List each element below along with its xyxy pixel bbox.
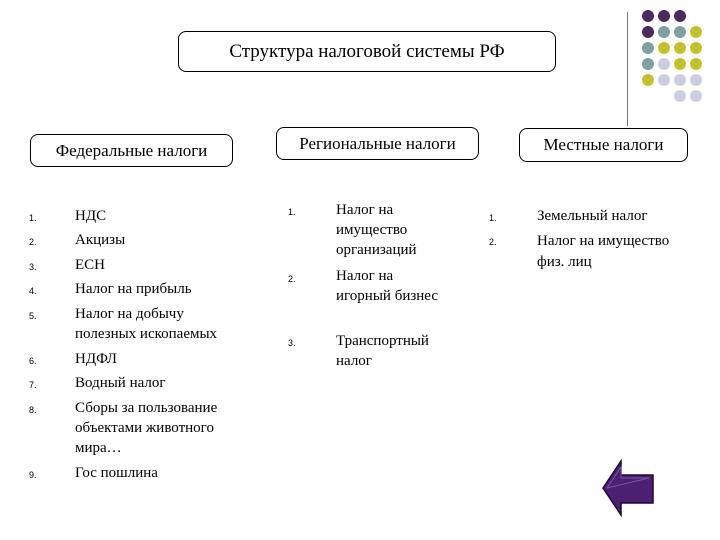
list-item: Налог на добычу полезных ископаемых bbox=[75, 306, 218, 342]
list-number: 1. bbox=[489, 213, 497, 223]
list-number: 7. bbox=[29, 380, 37, 390]
page-title: Структура налоговой системы РФ bbox=[178, 31, 556, 72]
decor-dot bbox=[674, 10, 686, 22]
list-number: 2. bbox=[29, 237, 37, 247]
local-taxes-header: Местные налоги bbox=[519, 128, 688, 162]
decor-dot bbox=[690, 58, 702, 70]
list-number: 2. bbox=[489, 237, 497, 247]
back-arrow-icon bbox=[601, 459, 655, 517]
decor-dot bbox=[658, 58, 670, 70]
decor-dot bbox=[674, 42, 686, 54]
list-item: НДФЛ bbox=[75, 351, 117, 367]
federal-taxes-header: Федеральные налоги bbox=[30, 134, 233, 167]
list-item: Налог на игорный бизнес bbox=[336, 268, 438, 304]
list-number: 3. bbox=[288, 338, 296, 348]
decor-dot bbox=[674, 26, 686, 38]
list-item: Налог на имущество физ. лиц bbox=[537, 233, 670, 270]
decor-dot bbox=[690, 74, 702, 86]
list-item: Гос пошлина bbox=[75, 465, 158, 481]
decor-dot bbox=[658, 42, 670, 54]
decor-dot bbox=[642, 42, 654, 54]
decor-dot bbox=[642, 74, 654, 86]
list-number: 3. bbox=[29, 262, 37, 272]
regional-taxes-header: Региональные налоги bbox=[276, 127, 479, 160]
list-item: Водный налог bbox=[75, 375, 166, 391]
list-item: Земельный налог bbox=[537, 208, 648, 224]
decor-dot bbox=[674, 90, 686, 102]
list-item: Налог на прибыль bbox=[75, 281, 192, 297]
list-number: 9. bbox=[29, 470, 37, 480]
list-item: Транспортный налог bbox=[336, 333, 429, 369]
decor-dot bbox=[690, 26, 702, 38]
decor-dot bbox=[690, 90, 702, 102]
decor-dot bbox=[690, 42, 702, 54]
decor-dot bbox=[658, 74, 670, 86]
list-number: 1. bbox=[29, 213, 37, 223]
list-number: 2. bbox=[288, 274, 296, 284]
list-item: Акцизы bbox=[75, 232, 126, 248]
decor-dot bbox=[642, 10, 654, 22]
decor-dot bbox=[674, 74, 686, 86]
back-arrow-button[interactable] bbox=[601, 459, 655, 517]
decor-dot bbox=[658, 10, 670, 22]
list-item: Налог на имущество организаций bbox=[336, 202, 417, 258]
decor-dot bbox=[642, 26, 654, 38]
decorative-vertical-line bbox=[627, 12, 628, 126]
list-number: 6. bbox=[29, 356, 37, 366]
list-number: 4. bbox=[29, 286, 37, 296]
list-item: НДС bbox=[75, 208, 107, 224]
list-number: 5. bbox=[29, 311, 37, 321]
list-number: 1. bbox=[288, 207, 296, 217]
decor-dot bbox=[642, 58, 654, 70]
decor-dot bbox=[658, 26, 670, 38]
decor-dot bbox=[674, 58, 686, 70]
list-item: Сборы за пользование объектами животного мира… bbox=[75, 400, 218, 456]
list-item: ЕСН bbox=[75, 257, 105, 273]
list-number: 8. bbox=[29, 405, 37, 415]
